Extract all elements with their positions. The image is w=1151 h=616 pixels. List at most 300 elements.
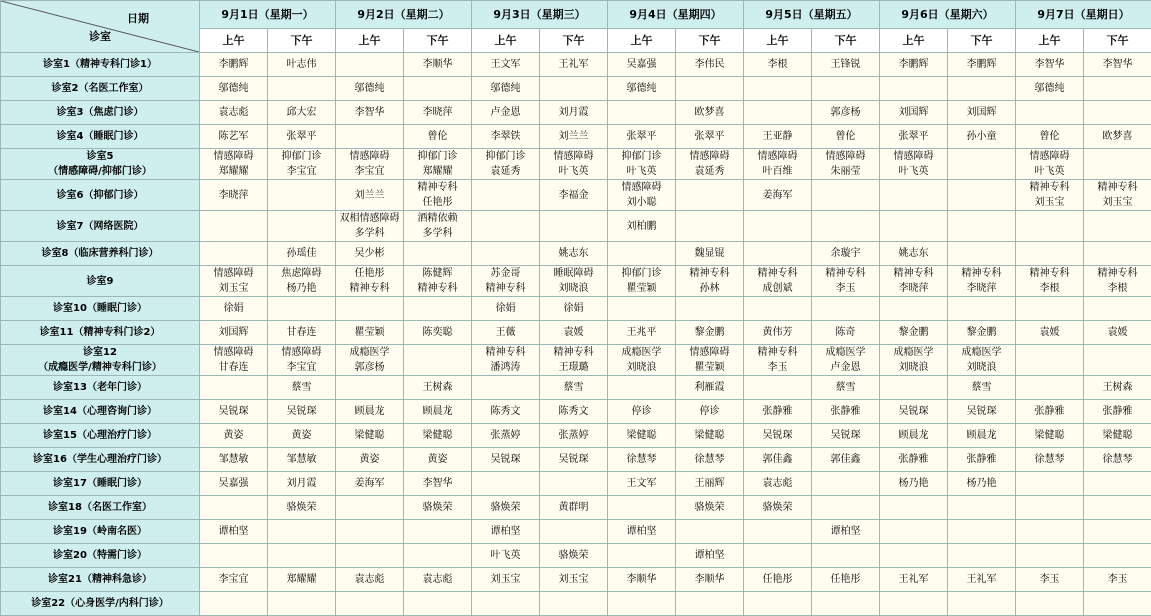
date-axis-label: 日期 bbox=[127, 11, 149, 26]
doctor-name: 张静雅 bbox=[1016, 404, 1083, 419]
schedule-cell bbox=[1084, 77, 1151, 101]
doctor-name: 多学科 bbox=[336, 226, 403, 241]
room-name-line: （成瘾医学/精神专科门诊） bbox=[1, 360, 199, 375]
doctor-name: 李晓萍 bbox=[200, 188, 267, 203]
doctor-name: 梁健聪 bbox=[1016, 428, 1083, 443]
schedule-cell bbox=[268, 345, 336, 376]
doctor-name: 吴锐琛 bbox=[948, 404, 1015, 419]
schedule-cell bbox=[880, 242, 948, 266]
schedule-cell bbox=[1084, 496, 1151, 520]
doctor-name: 成瘾医学 bbox=[948, 345, 1015, 360]
schedule-cell bbox=[200, 53, 268, 77]
schedule-cell bbox=[268, 376, 336, 400]
doctor-name: 李智华 bbox=[404, 476, 471, 491]
schedule-cell bbox=[336, 180, 404, 211]
schedule-cell bbox=[948, 568, 1016, 592]
room-name bbox=[1, 568, 200, 592]
doctor-name: 吴锐琛 bbox=[744, 428, 811, 443]
afternoon-header: 下午 bbox=[268, 29, 336, 53]
schedule-cell bbox=[336, 149, 404, 180]
schedule-cell bbox=[404, 496, 472, 520]
schedule-cell bbox=[608, 211, 676, 242]
schedule-cell bbox=[336, 424, 404, 448]
doctor-name: 成瘾医学 bbox=[880, 345, 947, 360]
schedule-cell bbox=[608, 496, 676, 520]
schedule-cell bbox=[880, 77, 948, 101]
doctor-name: 酒精依赖 bbox=[404, 211, 471, 226]
doctor-name: 情感障碍 bbox=[744, 149, 811, 164]
doctor-name: 情感障碍 bbox=[676, 345, 743, 360]
room-name-line: 诊室3（焦虑门诊） bbox=[1, 105, 199, 120]
schedule-cell bbox=[540, 211, 608, 242]
schedule-cell bbox=[268, 242, 336, 266]
schedule-cell bbox=[1016, 520, 1084, 544]
doctor-name: 潘鸿涛 bbox=[472, 360, 539, 375]
room-name bbox=[1, 211, 200, 242]
doctor-name: 苏金哥 bbox=[472, 266, 539, 281]
schedule-cell bbox=[336, 376, 404, 400]
morning-header: 上午 bbox=[880, 29, 948, 53]
schedule-cell bbox=[1016, 266, 1084, 297]
schedule-cell bbox=[948, 448, 1016, 472]
schedule-cell bbox=[268, 266, 336, 297]
doctor-name: 情感障碍 bbox=[880, 149, 947, 164]
room-name bbox=[1, 321, 200, 345]
room-name-line: 诊室12 bbox=[1, 345, 199, 360]
schedule-cell bbox=[472, 472, 540, 496]
schedule-cell bbox=[1084, 242, 1151, 266]
room-row bbox=[1, 544, 1151, 568]
schedule-cell bbox=[540, 242, 608, 266]
room-name-line: 诊室5 bbox=[1, 149, 199, 164]
schedule-cell bbox=[880, 568, 948, 592]
schedule-cell bbox=[1084, 400, 1151, 424]
schedule-cell bbox=[472, 321, 540, 345]
doctor-name: 吴锐琛 bbox=[268, 404, 335, 419]
doctor-name: 李智华 bbox=[1084, 57, 1151, 72]
doctor-name: 李鹏辉 bbox=[948, 57, 1015, 72]
doctor-name: 邬德纯 bbox=[472, 81, 539, 96]
schedule-cell bbox=[404, 400, 472, 424]
schedule-cell bbox=[676, 77, 744, 101]
schedule-cell bbox=[608, 376, 676, 400]
doctor-name: 张蒸婷 bbox=[540, 428, 607, 443]
schedule-cell bbox=[268, 77, 336, 101]
doctor-name: 成瘾医学 bbox=[336, 345, 403, 360]
schedule-cell bbox=[404, 77, 472, 101]
schedule-cell bbox=[472, 520, 540, 544]
doctor-name: 抑郁门诊 bbox=[472, 149, 539, 164]
doctor-name: 徐慧琴 bbox=[676, 452, 743, 467]
doctor-name: 瞿莹颖 bbox=[608, 281, 675, 296]
schedule-cell bbox=[676, 472, 744, 496]
schedule-cell bbox=[336, 266, 404, 297]
room-name bbox=[1, 53, 200, 77]
doctor-name: 王文军 bbox=[472, 57, 539, 72]
doctor-name: 李晓萍 bbox=[880, 281, 947, 296]
doctor-name: 李伟民 bbox=[676, 57, 743, 72]
date-header: 9月6日（星期六） bbox=[880, 1, 1016, 29]
doctor-name: 刘国辉 bbox=[880, 105, 947, 120]
room-row bbox=[1, 376, 1151, 400]
room-name-line: （情感障碍/抑郁门诊） bbox=[1, 164, 199, 179]
room-name-line: 诊室16（学生心理治疗门诊） bbox=[1, 452, 199, 467]
doctor-name: 吴锐琛 bbox=[540, 452, 607, 467]
schedule-cell bbox=[1084, 180, 1151, 211]
room-name bbox=[1, 376, 200, 400]
schedule-cell bbox=[200, 568, 268, 592]
schedule-cell bbox=[540, 544, 608, 568]
schedule-cell bbox=[1016, 321, 1084, 345]
room-name-line: 诊室4（睡眠门诊） bbox=[1, 129, 199, 144]
schedule-cell bbox=[948, 345, 1016, 376]
doctor-name: 黄姿 bbox=[200, 428, 267, 443]
schedule-cell bbox=[948, 266, 1016, 297]
doctor-name: 精神专科 bbox=[880, 266, 947, 281]
doctor-name: 郭彦杨 bbox=[336, 360, 403, 375]
doctor-name: 刘国辉 bbox=[200, 325, 267, 340]
schedule-cell bbox=[880, 448, 948, 472]
room-name-line: 诊室20（特需门诊） bbox=[1, 548, 199, 563]
schedule-cell bbox=[608, 125, 676, 149]
doctor-name: 袁延秀 bbox=[676, 164, 743, 179]
schedule-cell bbox=[200, 180, 268, 211]
doctor-name: 成创斌 bbox=[744, 281, 811, 296]
schedule-cell bbox=[744, 448, 812, 472]
schedule-cell bbox=[744, 125, 812, 149]
schedule-cell bbox=[1016, 53, 1084, 77]
schedule-cell bbox=[200, 211, 268, 242]
schedule-cell bbox=[608, 568, 676, 592]
doctor-name: 孙瑶佳 bbox=[268, 246, 335, 261]
doctor-name: 刘兰兰 bbox=[336, 188, 403, 203]
schedule-cell bbox=[676, 266, 744, 297]
schedule-cell bbox=[948, 211, 1016, 242]
schedule-cell bbox=[200, 376, 268, 400]
schedule-cell bbox=[1016, 180, 1084, 211]
room-name-line: 诊室21（精神科急诊） bbox=[1, 572, 199, 587]
schedule-cell bbox=[608, 321, 676, 345]
doctor-name: 睡眠障碍 bbox=[540, 266, 607, 281]
schedule-cell bbox=[540, 345, 608, 376]
schedule-cell bbox=[676, 53, 744, 77]
schedule-cell bbox=[880, 149, 948, 180]
schedule-cell bbox=[676, 400, 744, 424]
schedule-cell bbox=[268, 125, 336, 149]
room-name-line: 诊室11（精神专科门诊2） bbox=[1, 325, 199, 340]
schedule-cell bbox=[812, 149, 880, 180]
room-name-line: 诊室6（抑郁门诊） bbox=[1, 188, 199, 203]
doctor-name: 精神专科 bbox=[472, 345, 539, 360]
doctor-name: 邬德纯 bbox=[1016, 81, 1083, 96]
schedule-cell bbox=[540, 376, 608, 400]
schedule-cell bbox=[608, 266, 676, 297]
schedule-cell bbox=[948, 180, 1016, 211]
doctor-name: 黎金鹏 bbox=[948, 325, 1015, 340]
doctor-name: 骆焕荣 bbox=[472, 500, 539, 515]
doctor-name: 任艳彤 bbox=[404, 195, 471, 210]
doctor-name: 抑郁门诊 bbox=[608, 266, 675, 281]
doctor-name: 谭柏坚 bbox=[200, 524, 267, 539]
doctor-name: 情感障碍 bbox=[540, 149, 607, 164]
schedule-cell bbox=[404, 53, 472, 77]
schedule-cell bbox=[268, 53, 336, 77]
schedule-cell bbox=[472, 297, 540, 321]
schedule-cell bbox=[744, 297, 812, 321]
doctor-name: 甘春连 bbox=[200, 360, 267, 375]
room-name bbox=[1, 592, 200, 616]
room-row bbox=[1, 101, 1151, 125]
schedule-cell bbox=[200, 544, 268, 568]
doctor-name: 焦虑障碍 bbox=[268, 266, 335, 281]
doctor-name: 张静雅 bbox=[948, 452, 1015, 467]
doctor-name: 李晓萍 bbox=[948, 281, 1015, 296]
afternoon-header: 下午 bbox=[812, 29, 880, 53]
schedule-cell bbox=[880, 472, 948, 496]
doctor-name: 李玉 bbox=[1084, 572, 1151, 587]
schedule-cell bbox=[812, 520, 880, 544]
schedule-cell bbox=[880, 424, 948, 448]
room-name-line: 诊室14（心理咨询门诊） bbox=[1, 404, 199, 419]
doctor-name: 情感障碍 bbox=[1016, 149, 1083, 164]
room-name-line: 诊室1（精神专科门诊1） bbox=[1, 57, 199, 72]
doctor-name: 刘晓浪 bbox=[880, 360, 947, 375]
schedule-cell bbox=[744, 472, 812, 496]
schedule-cell bbox=[744, 376, 812, 400]
doctor-name: 郑耀耀 bbox=[268, 572, 335, 587]
doctor-name: 欧梦喜 bbox=[1084, 129, 1151, 144]
schedule-cell bbox=[540, 592, 608, 616]
schedule-cell bbox=[880, 592, 948, 616]
schedule-cell bbox=[1084, 266, 1151, 297]
schedule-cell bbox=[1016, 101, 1084, 125]
doctor-name: 叶飞英 bbox=[608, 164, 675, 179]
doctor-name: 吴锐琛 bbox=[880, 404, 947, 419]
schedule-cell bbox=[812, 77, 880, 101]
room-row bbox=[1, 149, 1151, 180]
schedule-cell bbox=[200, 321, 268, 345]
schedule-cell bbox=[880, 211, 948, 242]
schedule-cell bbox=[608, 101, 676, 125]
doctor-name: 蔡雪 bbox=[948, 380, 1015, 395]
doctor-name: 精神专科 bbox=[744, 266, 811, 281]
schedule-cell bbox=[880, 297, 948, 321]
doctor-name: 李宝宜 bbox=[268, 164, 335, 179]
doctor-name: 骆焕荣 bbox=[744, 500, 811, 515]
doctor-name: 袁志彪 bbox=[336, 572, 403, 587]
doctor-name: 刘国辉 bbox=[948, 105, 1015, 120]
doctor-name: 杨乃艳 bbox=[268, 281, 335, 296]
schedule-cell bbox=[1016, 376, 1084, 400]
schedule-cell bbox=[336, 496, 404, 520]
room-name bbox=[1, 544, 200, 568]
schedule-cell bbox=[336, 125, 404, 149]
schedule-cell bbox=[1084, 424, 1151, 448]
afternoon-header: 下午 bbox=[948, 29, 1016, 53]
schedule-cell bbox=[880, 345, 948, 376]
room-name-line: 诊室8（临床营养科门诊） bbox=[1, 246, 199, 261]
doctor-name: 李智华 bbox=[1016, 57, 1083, 72]
schedule-cell bbox=[812, 544, 880, 568]
doctor-name: 杨乃艳 bbox=[880, 476, 947, 491]
schedule-cell bbox=[404, 125, 472, 149]
afternoon-header: 下午 bbox=[540, 29, 608, 53]
schedule-cell bbox=[268, 544, 336, 568]
doctor-name: 精神专科 bbox=[1016, 266, 1083, 281]
schedule-cell bbox=[472, 400, 540, 424]
doctor-name: 李晓萍 bbox=[404, 105, 471, 120]
schedule-cell bbox=[744, 77, 812, 101]
doctor-name: 李根 bbox=[1016, 281, 1083, 296]
doctor-name: 陈健辉 bbox=[404, 266, 471, 281]
doctor-name: 郭佳鑫 bbox=[744, 452, 811, 467]
schedule-cell bbox=[1016, 424, 1084, 448]
schedule-cell bbox=[540, 125, 608, 149]
afternoon-header: 下午 bbox=[1084, 29, 1151, 53]
schedule-cell bbox=[880, 180, 948, 211]
doctor-name: 吴锐琛 bbox=[812, 428, 879, 443]
room-name bbox=[1, 125, 200, 149]
schedule-cell bbox=[472, 376, 540, 400]
doctor-name: 梁健聪 bbox=[336, 428, 403, 443]
schedule-cell bbox=[472, 544, 540, 568]
schedule-cell bbox=[1016, 400, 1084, 424]
schedule-cell bbox=[540, 568, 608, 592]
schedule-cell bbox=[1016, 448, 1084, 472]
room-row bbox=[1, 77, 1151, 101]
schedule-cell bbox=[812, 101, 880, 125]
doctor-name: 骆焕荣 bbox=[404, 500, 471, 515]
schedule-cell bbox=[472, 125, 540, 149]
schedule-cell bbox=[472, 592, 540, 616]
schedule-cell bbox=[676, 211, 744, 242]
schedule-cell bbox=[268, 568, 336, 592]
room-name bbox=[1, 266, 200, 297]
schedule-cell bbox=[540, 149, 608, 180]
schedule-cell bbox=[268, 101, 336, 125]
schedule-cell bbox=[404, 544, 472, 568]
doctor-name: 精神专科 bbox=[404, 281, 471, 296]
schedule-cell bbox=[1084, 472, 1151, 496]
doctor-name: 成瘾医学 bbox=[608, 345, 675, 360]
room-row bbox=[1, 180, 1151, 211]
schedule-cell bbox=[812, 400, 880, 424]
schedule-cell bbox=[1084, 568, 1151, 592]
schedule-cell bbox=[404, 424, 472, 448]
doctor-name: 曾伦 bbox=[1016, 129, 1083, 144]
doctor-name: 刘月霞 bbox=[540, 105, 607, 120]
doctor-name: 骆焕荣 bbox=[268, 500, 335, 515]
doctor-name: 李顺华 bbox=[608, 572, 675, 587]
doctor-name: 曾伦 bbox=[404, 129, 471, 144]
doctor-name: 谭柏坚 bbox=[472, 524, 539, 539]
schedule-cell bbox=[200, 472, 268, 496]
doctor-name: 精神专科 bbox=[1016, 180, 1083, 195]
doctor-name: 姚志东 bbox=[540, 246, 607, 261]
doctor-name: 张静雅 bbox=[744, 404, 811, 419]
doctor-name: 蔡雪 bbox=[540, 380, 607, 395]
doctor-name: 情感障碍 bbox=[676, 149, 743, 164]
doctor-name: 蔡雪 bbox=[268, 380, 335, 395]
doctor-name: 袁媛 bbox=[1084, 325, 1151, 340]
schedule-cell bbox=[472, 149, 540, 180]
schedule-cell bbox=[880, 496, 948, 520]
schedule-cell bbox=[336, 321, 404, 345]
schedule-cell bbox=[1016, 149, 1084, 180]
doctor-name: 梁健聪 bbox=[608, 428, 675, 443]
schedule-cell bbox=[744, 496, 812, 520]
morning-header: 上午 bbox=[336, 29, 404, 53]
doctor-name: 张静雅 bbox=[812, 404, 879, 419]
schedule-cell bbox=[472, 180, 540, 211]
doctor-name: 李顺华 bbox=[676, 572, 743, 587]
date-header-row bbox=[1, 1, 1151, 29]
doctor-name: 张静雅 bbox=[1084, 404, 1151, 419]
schedule-cell bbox=[676, 125, 744, 149]
room-row bbox=[1, 496, 1151, 520]
schedule-cell bbox=[404, 180, 472, 211]
room-name bbox=[1, 149, 200, 180]
schedule-cell bbox=[948, 496, 1016, 520]
doctor-name: 李宝宜 bbox=[336, 164, 403, 179]
schedule-cell bbox=[1016, 568, 1084, 592]
schedule-cell bbox=[404, 520, 472, 544]
schedule-cell bbox=[880, 376, 948, 400]
schedule-cell bbox=[880, 520, 948, 544]
schedule-cell bbox=[540, 496, 608, 520]
doctor-name: 抑郁门诊 bbox=[268, 149, 335, 164]
corner-header bbox=[1, 1, 200, 53]
schedule-cell bbox=[472, 101, 540, 125]
doctor-name: 停诊 bbox=[676, 404, 743, 419]
schedule-cell bbox=[200, 400, 268, 424]
schedule-cell bbox=[404, 592, 472, 616]
schedule-cell bbox=[336, 592, 404, 616]
schedule-cell bbox=[1084, 448, 1151, 472]
schedule-cell bbox=[744, 345, 812, 376]
schedule-cell bbox=[1084, 297, 1151, 321]
doctor-name: 精神专科 bbox=[676, 266, 743, 281]
schedule-cell bbox=[336, 544, 404, 568]
schedule-cell bbox=[268, 297, 336, 321]
doctor-name: 情感障碍 bbox=[336, 149, 403, 164]
room-row bbox=[1, 568, 1151, 592]
schedule-cell bbox=[200, 345, 268, 376]
schedule-cell bbox=[608, 345, 676, 376]
schedule-cell bbox=[472, 266, 540, 297]
schedule-cell bbox=[404, 472, 472, 496]
room-name bbox=[1, 242, 200, 266]
schedule-cell bbox=[676, 448, 744, 472]
schedule-cell bbox=[812, 125, 880, 149]
room-name bbox=[1, 101, 200, 125]
room-name bbox=[1, 424, 200, 448]
doctor-name: 李鹏辉 bbox=[880, 57, 947, 72]
doctor-name: 多学科 bbox=[404, 226, 471, 241]
schedule-cell bbox=[676, 149, 744, 180]
room-name-line: 诊室15（心理治疗门诊） bbox=[1, 428, 199, 443]
schedule-cell bbox=[268, 448, 336, 472]
doctor-name: 吴嘉强 bbox=[200, 476, 267, 491]
doctor-name: 袁媛 bbox=[540, 325, 607, 340]
schedule-cell bbox=[200, 101, 268, 125]
schedule-cell bbox=[404, 149, 472, 180]
schedule-cell bbox=[336, 520, 404, 544]
doctor-name: 李鹏辉 bbox=[200, 57, 267, 72]
doctor-name: 王树森 bbox=[404, 380, 471, 395]
room-name bbox=[1, 400, 200, 424]
room-row bbox=[1, 321, 1151, 345]
